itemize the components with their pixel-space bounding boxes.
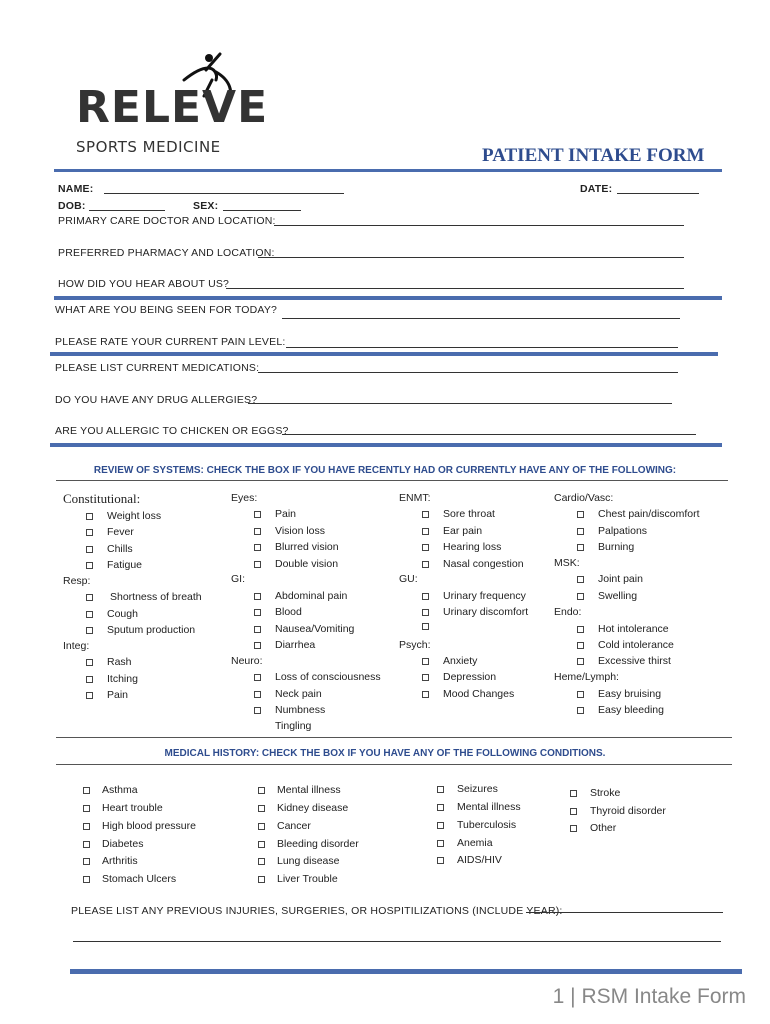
sex-field[interactable] (223, 201, 301, 211)
hear-label: HOW DID YOU HEAR ABOUT US? (58, 278, 230, 290)
history-item[interactable]: Lung disease (258, 855, 339, 867)
ros-item[interactable]: Hearing loss (422, 541, 501, 553)
ros-item[interactable] (422, 623, 443, 630)
ros-item[interactable]: Diarrhea (254, 639, 315, 651)
ros-item[interactable]: Nasal congestion (422, 558, 524, 570)
checkbox[interactable] (254, 544, 261, 551)
history-item[interactable]: Stroke (570, 787, 620, 799)
checkbox[interactable] (254, 528, 261, 535)
ros-item[interactable]: Pain (254, 508, 296, 520)
checkbox[interactable] (422, 658, 429, 665)
checkbox[interactable] (577, 576, 584, 583)
checkbox[interactable] (86, 594, 93, 601)
checkbox[interactable] (570, 825, 577, 832)
logo-subtitle: SPORTS MEDICINE (76, 138, 221, 156)
checkbox[interactable] (258, 858, 265, 865)
name-label: NAME: (58, 183, 94, 195)
ros-item[interactable]: Numbness (254, 704, 325, 716)
group-neuro: Neuro: (231, 655, 263, 667)
checkbox[interactable] (422, 561, 429, 568)
checkbox[interactable] (422, 623, 429, 630)
checkbox[interactable] (577, 691, 584, 698)
ros-item[interactable]: Joint pain (577, 573, 643, 585)
history-item[interactable]: AIDS/HIV (437, 854, 502, 866)
checkbox[interactable] (258, 805, 265, 812)
checkbox[interactable] (83, 805, 90, 812)
group-eyes: Eyes: (231, 492, 258, 504)
history-item[interactable]: Heart trouble (83, 802, 163, 814)
checkbox[interactable] (570, 808, 577, 815)
dob-field[interactable] (89, 201, 165, 211)
meds-label: PLEASE LIST CURRENT MEDICATIONS: (55, 362, 260, 374)
pcp-field[interactable] (274, 216, 684, 226)
checkbox[interactable] (86, 611, 93, 618)
ros-heading: REVIEW OF SYSTEMS: CHECK THE BOX IF YOU HAVE RECENTLY HAD OR CURRENTLY HAVE ANY OF THE FOLLOWING: (93, 465, 677, 476)
history-item[interactable]: Seizures (437, 783, 498, 795)
history-item[interactable]: Thyroid disorder (570, 805, 666, 817)
ros-item[interactable]: Double vision (254, 558, 338, 570)
history-item[interactable]: Diabetes (83, 838, 143, 850)
checkbox[interactable] (254, 593, 261, 600)
chicken-field[interactable] (282, 425, 696, 435)
checkbox[interactable] (258, 841, 265, 848)
checkbox[interactable] (577, 626, 584, 633)
sex-label: SEX: (193, 200, 219, 212)
checkbox[interactable] (258, 823, 265, 830)
ros-item[interactable]: Shortness of breath (86, 591, 202, 603)
ros-item[interactable]: Palpations (577, 525, 647, 537)
ros-item[interactable]: Ear pain (422, 525, 482, 537)
checkbox[interactable] (258, 787, 265, 794)
history-item[interactable]: Mental illness (258, 784, 341, 796)
pharmacy-label: PREFERRED PHARMACY AND LOCATION: (58, 247, 275, 259)
ros-item[interactable]: Rash (86, 656, 132, 668)
checkbox[interactable] (437, 786, 444, 793)
pcp-label: PRIMARY CARE DOCTOR AND LOCATION: (58, 215, 276, 227)
group-heme: Heme/Lymph: (554, 671, 619, 683)
ros-item[interactable]: Sputum production (86, 624, 195, 636)
ros-item[interactable]: Depression (422, 671, 496, 683)
group-msk: MSK: (554, 557, 580, 569)
checkbox[interactable] (86, 676, 93, 683)
checkbox[interactable] (422, 511, 429, 518)
ros-item[interactable]: Mood Changes (422, 688, 514, 700)
allergies-label: DO YOU HAVE ANY DRUG ALLERGIES? (55, 394, 258, 406)
date-field[interactable] (617, 184, 699, 194)
group-cardio: Cardio/Vasc: (554, 492, 614, 504)
checkbox[interactable] (83, 841, 90, 848)
checkbox[interactable] (437, 804, 444, 811)
seen-for-label: WHAT ARE YOU BEING SEEN FOR TODAY? (55, 304, 278, 316)
pain-label: PLEASE RATE YOUR CURRENT PAIN LEVEL: (55, 336, 286, 348)
dob-label: DOB: (58, 200, 86, 212)
ros-item[interactable]: Chest pain/discomfort (577, 508, 700, 520)
section-divider-1 (54, 296, 722, 300)
ros-item[interactable]: Loss of consciousness (254, 671, 381, 683)
checkbox[interactable] (437, 857, 444, 864)
checkbox[interactable] (422, 609, 429, 616)
section-divider-2 (50, 352, 718, 356)
ros-item[interactable]: Weight loss (86, 510, 161, 522)
ros-item[interactable]: Hot intolerance (577, 623, 669, 635)
ros-item[interactable]: Fever (86, 526, 134, 538)
history-item[interactable]: Arthritis (83, 855, 138, 867)
ros-item[interactable]: Cold intolerance (577, 639, 674, 651)
date-label: DATE: (580, 183, 613, 195)
page-title: PATIENT INTAKE FORM (482, 145, 705, 166)
ros-item[interactable]: Easy bruising (577, 688, 661, 700)
ros-item[interactable]: Fatigue (86, 559, 142, 571)
group-endo: Endo: (554, 606, 582, 618)
history-heading-line (56, 764, 732, 765)
history-item[interactable]: Other (570, 822, 616, 834)
checkbox[interactable] (86, 513, 93, 520)
ros-item[interactable]: Excessive thirst (577, 655, 671, 667)
ros-item[interactable]: Urinary frequency (422, 590, 526, 602)
checkbox[interactable] (258, 876, 265, 883)
checkbox[interactable] (577, 658, 584, 665)
group-enmt: ENMT: (399, 492, 431, 504)
checkbox[interactable] (83, 876, 90, 883)
history-item[interactable]: Cancer (258, 820, 311, 832)
injuries-field-1[interactable] (526, 903, 723, 913)
group-constitutional: Constitutional: (63, 491, 141, 506)
ros-item[interactable]: Sore throat (422, 508, 495, 520)
checkbox[interactable] (422, 544, 429, 551)
hear-field[interactable] (226, 279, 684, 289)
checkbox[interactable] (437, 822, 444, 829)
chicken-label: ARE YOU ALLERGIC TO CHICKEN OR EGGS? (55, 425, 289, 437)
group-gi: GI: (231, 573, 246, 585)
checkbox[interactable] (577, 642, 584, 649)
checkbox[interactable] (577, 511, 584, 518)
checkbox[interactable] (254, 691, 261, 698)
checkbox[interactable] (83, 787, 90, 794)
ros-item[interactable]: Pain (86, 689, 128, 701)
checkbox[interactable] (577, 528, 584, 535)
ros-item[interactable]: Easy bleeding (577, 704, 664, 716)
group-integ: Integ: (63, 640, 90, 652)
history-item[interactable]: Liver Trouble (258, 873, 338, 885)
ros-item[interactable]: Urinary discomfort (422, 606, 528, 618)
checkbox[interactable] (254, 626, 261, 633)
checkbox[interactable] (86, 562, 93, 569)
history-heading: MEDICAL HISTORY: CHECK THE BOX IF YOU HAVE ANY OF THE FOLLOWING CONDITIONS. (164, 748, 606, 759)
checkbox[interactable] (86, 546, 93, 553)
history-item[interactable]: Kidney disease (258, 802, 348, 814)
section-divider-3 (50, 443, 722, 447)
checkbox[interactable] (86, 529, 93, 536)
injuries-field-2[interactable] (73, 932, 721, 942)
history-item[interactable]: High blood pressure (83, 820, 196, 832)
history-item[interactable]: Tuberculosis (437, 819, 516, 831)
checkbox[interactable] (422, 593, 429, 600)
checkbox[interactable] (83, 823, 90, 830)
checkbox[interactable] (254, 674, 261, 681)
checkbox[interactable] (577, 593, 584, 600)
ros-bottom-line (56, 737, 732, 738)
checkbox[interactable] (254, 707, 261, 714)
checkbox[interactable] (422, 674, 429, 681)
ros-item[interactable]: Anxiety (422, 655, 477, 667)
seen-for-field[interactable] (282, 309, 680, 319)
group-gu: GU: (399, 573, 418, 585)
checkbox[interactable] (577, 707, 584, 714)
ros-item[interactable]: Blood (254, 606, 302, 618)
history-item[interactable]: Stomach Ulcers (83, 873, 176, 885)
checkbox[interactable] (83, 858, 90, 865)
checkbox[interactable] (254, 511, 261, 518)
title-divider (54, 169, 722, 172)
checkbox[interactable] (437, 840, 444, 847)
checkbox[interactable] (254, 642, 261, 649)
group-resp: Resp: (63, 575, 91, 587)
group-psych: Psych: (399, 639, 431, 651)
pharmacy-field[interactable] (258, 248, 684, 258)
checkbox[interactable] (422, 691, 429, 698)
ros-item[interactable]: Neck pain (254, 688, 322, 700)
history-item[interactable]: Bleeding disorder (258, 838, 359, 850)
ros-item[interactable]: Vision loss (254, 525, 325, 537)
ros-item[interactable]: Burning (577, 541, 634, 553)
ros-item[interactable]: Swelling (577, 590, 637, 602)
page-footer: 1 | RSM Intake Form (552, 985, 746, 1008)
pain-field[interactable] (286, 338, 678, 348)
footer-divider (70, 969, 742, 974)
ros-item[interactable]: Abdominal pain (254, 590, 347, 602)
checkbox[interactable] (577, 544, 584, 551)
checkbox[interactable] (254, 561, 261, 568)
checkbox[interactable] (86, 692, 93, 699)
ros-item[interactable]: Chills (86, 543, 133, 555)
ros-item[interactable]: Itching (86, 673, 138, 685)
ros-item[interactable]: Nausea/Vomiting (254, 623, 354, 635)
checkbox[interactable] (570, 790, 577, 797)
logo-wordmark: RELEVE (76, 82, 269, 133)
allergies-field[interactable] (248, 394, 672, 404)
ros-item[interactable]: Blurred vision (254, 541, 339, 553)
history-item[interactable]: Anemia (437, 837, 493, 849)
history-item[interactable]: Mental illness (437, 801, 521, 813)
ros-heading-line (56, 480, 728, 481)
meds-field[interactable] (258, 363, 678, 373)
name-field[interactable] (104, 184, 344, 194)
checkbox[interactable] (422, 528, 429, 535)
history-item[interactable]: Asthma (83, 784, 138, 796)
checkbox[interactable] (86, 659, 93, 666)
ros-item[interactable]: Tingling (275, 720, 312, 732)
ros-item[interactable]: Cough (86, 608, 138, 620)
checkbox[interactable] (254, 609, 261, 616)
checkbox[interactable] (86, 627, 93, 634)
injuries-label: PLEASE LIST ANY PREVIOUS INJURIES, SURGERIES, OR HOSPITILIZATIONS (INCLUDE YEAR): (71, 905, 563, 917)
